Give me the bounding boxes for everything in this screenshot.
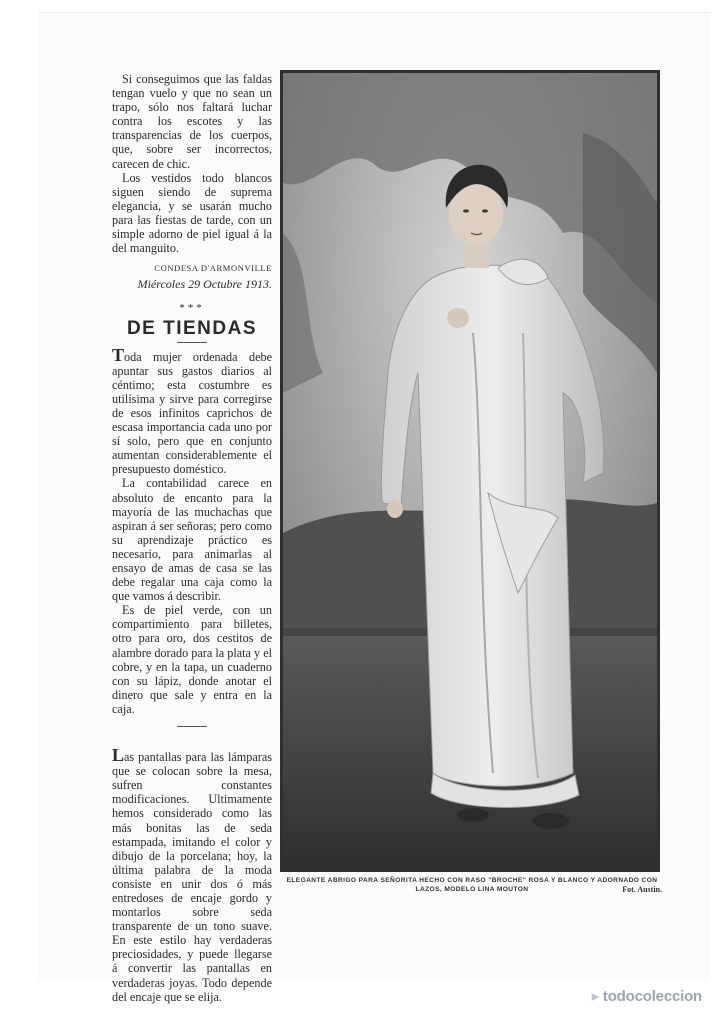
hand-right [387, 500, 403, 518]
photo-illustration [283, 73, 657, 869]
intro-paragraph-2: Los vestidos todo blancos siguen siendo de suprema elegancia, y se usarán mucho para las fiestas de tarde, con un simple adorno de piel igual á la del manguito. [112, 170, 272, 256]
title-rule [177, 342, 207, 343]
right-shoe [533, 813, 569, 829]
paragraph-rule [177, 726, 207, 727]
tiendas-paragraph-1: Toda mujer ordenada debe apuntar sus gastos diarios al céntimo; esta costumbre es utilísima y sirve para corregirse de esos infinitos caprichos de escasa importancia cada uno por sí solo, pero que en conjunto aumentan considerablemente el presupuesto doméstico. [112, 344, 272, 477]
tiendas-paragraph-2: La contabilidad carece en absoluto de encanto para la mayoría de las muchachas que aspiran á ser señoras; pero como su aprendizaje práctico es necesario, para animarlas al ensayo de amas de casa se las debe regalar una caja como la que vamos á describir. [112, 476, 272, 604]
hand-left [447, 308, 469, 328]
lamp-paragraph: Las pantallas para las lámparas que se colocan sobre la mesa, sufren constantes modificaciones. Ultimamente hemos considerado como las más bonitas las de seda estampada, imitando el color y dibujo de la porcelana; hoy, la última palabra de la moda consiste en unir dos ó más entredoses de encaje gordo y montarlos sobre seda transparente de un tono suave. En este estilo hay verdaderas preciosidades, y puede llegarse á convertir las pantallas en verdaderas joyas. Todo depende del encaje que se elija. [112, 745, 272, 1004]
section-separator-stars: *** [179, 302, 205, 315]
author-signature: CONDESA D'ARMONVILLE [154, 263, 272, 274]
eye-left [463, 209, 469, 212]
drop-cap-t: T [112, 344, 125, 365]
eye-right [482, 209, 488, 212]
photo-credit: Fot. Austin. [622, 885, 662, 894]
tiendas-paragraph-3: Es de piel verde, con un compartimiento para billetes, otro para oro, dos cestitos de alambre dorado para la plata y el cobre, y en la tapa, un cuaderno con su lápiz, donde anotar el dinero que sale y entra en la caja. [112, 603, 272, 716]
left-shoe [457, 808, 489, 822]
drop-cap-l: L [112, 745, 125, 766]
intro-paragraph-1: Si conseguimos que las faldas tengan vuelo y que no sean un trapo, sólo nos faltará luchar contra los escotes y las transparencias de los cuerpos, que, sobre ser incorrectos, carecen de chic. [112, 72, 272, 171]
photo-caption: ELEGANTE ABRIGO PARA SEÑORITA HECHO CON RASO "BROCHE" ROSA Y BLANCO Y ADORNADO CON LAZOS, MODELO LINA MOUTON [286, 877, 658, 893]
fashion-photograph [280, 70, 660, 872]
article-column [112, 72, 272, 1004]
article-date: Miércoles 29 Octubre 1913. [137, 277, 272, 292]
section-title: DE TIENDAS [126, 317, 258, 339]
watermark-logo: ▸ todocoleccion [591, 988, 702, 1005]
